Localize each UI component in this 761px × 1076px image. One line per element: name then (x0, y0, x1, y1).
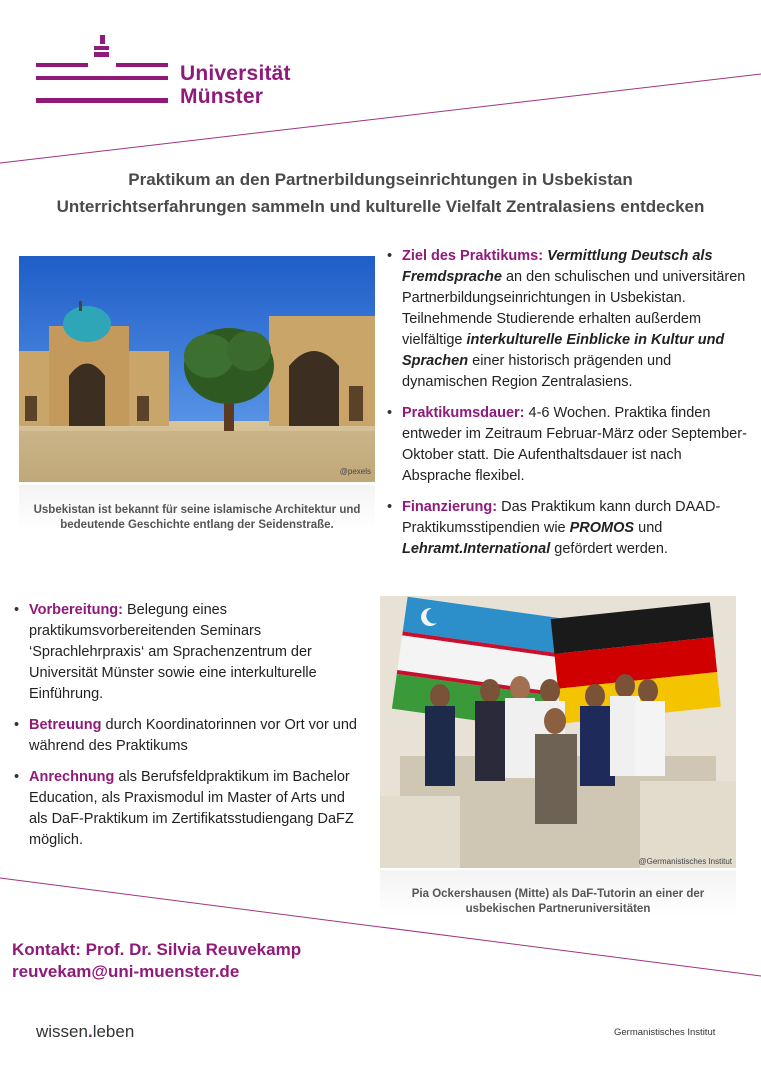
logo-line-1: Universität (180, 62, 291, 85)
classroom-illustration (380, 596, 736, 868)
list-item-dauer: • Praktikumsdauer: 4-6 Wochen. Praktika finden entweder im Zeitraum Februar-März oder September-Oktober statt. Die Aufenthaltsdauer ist nach Absprache flexibel. (385, 403, 750, 487)
page-title: Praktikum an den Partnerbildungseinrichtungen in Usbekistan (128, 170, 633, 189)
photo-caption: Usbekistan ist bekannt für seine islamische Architektur und bedeutende Geschichte entlang der Seidenstraße. (19, 485, 375, 531)
photo-credit: @Germanistisches Institut (638, 857, 732, 866)
institute-name: Germanistisches Institut (614, 1027, 716, 1038)
university-name (180, 62, 291, 108)
photo-group-classroom (380, 596, 736, 868)
info-list-right (385, 246, 750, 570)
info-list-left (12, 600, 362, 861)
page-subtitle: Unterrichtserfahrungen sammeln und kulturelle Vielfalt Zentralasiens entdecken (56, 197, 705, 216)
list-item-finanzierung: • Finanzierung: Das Praktikum kann durch DAAD-Praktikumsstipendien wie PROMOS und Lehramt.International gefördert werden. (385, 497, 750, 560)
university-logo-icon (36, 35, 171, 107)
list-item-betreuung: • Betreuung durch Koordinatorinnen vor Ort vor und während des Praktikums (12, 715, 362, 757)
mosque-illustration (19, 256, 375, 482)
photo-uzbekistan-architecture (19, 256, 375, 482)
slogan: wissen.leben (36, 1022, 135, 1041)
list-item-vorbereitung: • Vorbereitung: Belegung eines praktikumsvorbereitenden Seminars ‘Sprachlehrpraxis‘ am Sprachenzentrum der Universität Münster sowie eine interkulturelle Einführung. (12, 600, 362, 705)
list-item-anrechnung: • Anrechnung als Berufsfeldpraktikum im Bachelor Education, als Praxismodul im Master of Arts und als DaF-Praktikum im Zertifikatsstudiengang DaFZ möglich. (12, 767, 362, 851)
photo-caption: Pia Ockershausen (Mitte) als DaF-Tutorin an einer der usbekischen Partneruniversitäten (380, 870, 736, 918)
contact-block (12, 939, 301, 983)
photo-credit: @pexels (339, 467, 371, 476)
contact-name: Kontakt: Prof. Dr. Silvia Reuvekamp (12, 940, 302, 959)
contact-email[interactable]: reuvekam@uni-muenster.de (12, 962, 240, 981)
logo-line-2: Münster (180, 85, 264, 108)
list-item-ziel: • Ziel des Praktikums: Vermittlung Deutsch als Fremdsprache an den schulischen und universitären Partnerbildungseinrichtungen in Usbekistan. Teilnehmende Studierende erhalten außerdem vielfältige interkulturelle Einblicke in Kultur und Sprachen einer historisch prägenden und dynamischen Region Zentralasiens. (385, 246, 750, 393)
